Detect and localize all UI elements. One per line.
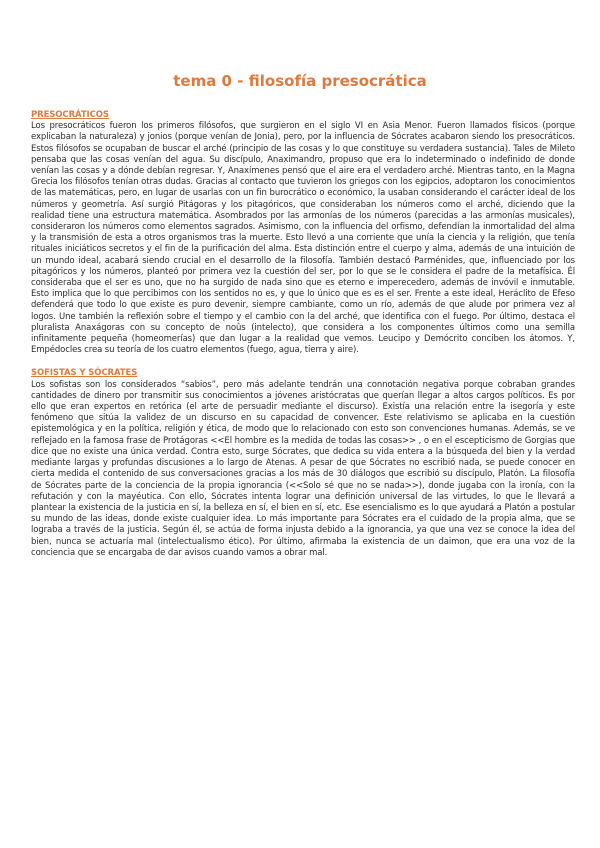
section-paragraph: Los sofistas son los considerados “sabios”, pero más adelante tendrán una connotación negativa porque cobraban grandes cantidades de dinero por transmitir sus conocimientos a jóvenes aristócratas que querían llegar a altos cargos políticos. Es por ello que eran expertos en retórica (el arte de persuadir mediante el discurso). Existía una relación entre la isegoría y este fenómeno que sitúa la validez de un discurso en su capacidad de convencer. Este relativismo se aplicaba en la cuestión epistemológica y en la política, religión y ética, de modo que lo relacionado con esto son convenciones humanas. Además, se ve reflejado en la famosa frase de Protágoras <<El hombre es la medida de todas las cosas>> , o en el escepticismo de Gorgias que dice que no existe una única verdad. Contra esto, surge Sócrates, que dedica su vida entera a la búsqueda del bien y la verdad mediante largas y profundas discusiones a lo largo de Atenas. A pesar de que Sócrates no escribió nada, se puede conocer en cierta medida el contenido de sus conversaciones gracias a los más de 30 diálogos que escribió su discípulo, Platón. La filosofía de Sócrates parte de la conciencia de la propia ignorancia (<<Solo sé que no se nada>>), donde jugaba con la ironía, con la refutación y con la mayéutica. Con ello, Sócrates intenta lograr una definición universal de las virtudes, lo que le llevará a plantear la existencia de la justicia en sí, la belleza en sí, el bien en sí, etc. Ese esencialismo es lo que ayudará a Platón a postular su mundo de las ideas, donde existe cualquier idea. Lo más importante para Sócrates era el cuidado de la propia alma, que se lograba a través de la justicia. Según él, se actúa de forma injusta debido a la ignorancia, ya que una vez se conoce la idea del bien, nunca se actuaría mal (intelectualismo ético). Por último, afirmaba la existencia de un daimon, que era una voz de la conciencia que se encargaba de dar avisos cuando vamos a obrar mal. [31,379,575,558]
section-heading: SOFISTAS Y SÓCRATES [31,368,138,379]
document-body [31,110,575,571]
section-sofistas-y-socrates [31,368,575,558]
section-heading: PRESOCRÁTICOS [31,110,109,120]
section-paragraph: Los presocráticos fueron los primeros filósofos, que surgieron en el siglo VI en Asia Menor. Fueron llamados físicos (porque explicaban la naturaleza) y jonios (porque venían de Jonia), pero, por la influencia de Sócrates acabaron siendo los presocráticos. Estos filósofos se ocupaban de buscar el arché (principio de las cosas y lo que constituye su verdadera sustancia). Tales de Mileto pensaba que las cosas venían del agua. Su discípulo, Anaximandro, propuso que era lo indeterminado o indefinido de donde venían las cosas y a dónde debían regresar. Y, Anaxímenes pensó que el aire era el verdadero arché. Mientras tanto, en la Magna Grecia los filósofos tenían otras dudas. Gracias al contacto que tuvieron los griegos con los egipcios, adoptaron los conocimientos de las matemáticas, pero, en lugar de usarlas con un fin burocrático o económico, la usaban considerando el carácter ideal de los números y geometría. Así surgió Pitágoras y los pitagóricos, que consideraban los números como el arché, diciendo que la realidad tiene una estructura matemática. Asombrados por las armonías de los números (parecidas a las armonías musicales), consideraron los números como elementos sagrados. Asimismo, con la influencia del orfismo, defendían la inmortalidad del alma y la transmisión de esta a otros organismos tras la muerte. Esto llevó a una corriente que unía la ciencia y la religión, que tenía rituales iniciáticos secretos y el fin de la purificación del alma. Esta distinción entre el cuerpo y alma, además de una intuición de un mundo ideal, acabará siendo crucial en el desarrollo de la filosofía. También destacó Parménides, que, influenciado por los pitagóricos y los números, planteó por primera vez la cuestión del ser, por lo que se le considera el padre de la metafísica. Él consideraba que el ser es uno, que no ha surgido de nada sino que es eterno e imperecedero, además de invóvil e inmutable. Esto implica que lo que percibimos con los sentidos no es, y que lo único que es es el ser. Frente a este ideal, Heráclito de Efeso defenderá que todo lo que existe es puro devenir, siempre cambiante, como un río, además de que alude por primera vez al logos. Une también la reflexión sobre el tiempo y el cambio con la del arché, que identifica con el fuego. Por último, destaca el pluralista Anaxágoras con su concepto de noûs (intelecto), que considera a los componentes últimos como una semilla infinitamente pequeña (homeomerías) que dan lugar a la realidad que vemos. Leucipo y Demócrito conciben los átomos. Y, Empédocles crea su teoría de los cuatro elementos (fuego, agua, tierra y aire). [31,121,575,356]
page-title: tema 0 - filosofía presocrática [173,72,427,90]
section-presocraticos [31,110,575,356]
